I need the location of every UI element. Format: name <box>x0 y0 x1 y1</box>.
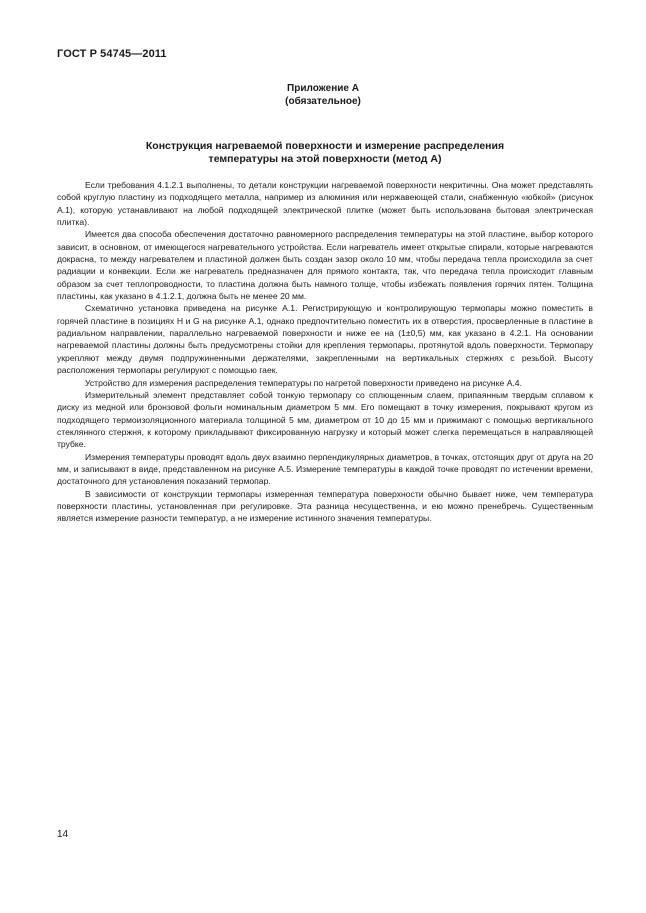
appendix-title: Приложение А <box>287 83 359 94</box>
section-title-line-2: температуры на этой поверхности (метод А) <box>208 153 442 165</box>
paragraph: Схематично установка приведена на рисунке А.1. Регистрирующую и контролирующую термопары можно поместить в горячей пластине в позициях H и G на рисунке А.1, однако предпочтительно поместить их в отверстия, просверленные в пластине в радиальном направлении, параллельно нагреваемой поверхности и ниже ее на (1±0,5) мм, как указано в 4.2.1. На основании нагреваемой пластины должны быть предусмотрены стойки для крепления термопары, протянутой вдоль поверхности. Термопару укрепляют между двумя подпружиненными держателями, закрепленными на вертикальных стержнях с резьбой. Высоту расположения термопары регулируют с помощью гаек. <box>57 303 593 376</box>
paragraph: Устройство для измерения распределения температуры по нагретой поверхности приведено на рисунке А.4. <box>85 377 522 388</box>
appendix-status: (обязательное) <box>285 96 361 107</box>
paragraph: Измерительный элемент представляет собой тонкую термопару со сплющенным слаем, припаянным твердым сплавом к диску из медной или бронзовой фольги номинальным диаметром 5 мм. Его помещают в точку измерения, покрывают кругом из подходящего термоизоляционного материала толщиной 5 мм, диаметром от 10 до 15 мм и прижимают с помощью вертикального стеклянного стержня, к которому прикладывают фиксированную нагрузку и который может слегка перемещаться в направляющей трубке. <box>57 389 593 450</box>
standard-id: ГОСТ Р 54745—2011 <box>57 48 167 60</box>
body-text <box>57 179 593 525</box>
paragraph: Имеется два способа обеспечения достаточно равномерного распределения температуры на этой пластине, выбор которого зависит, в основном, от имеющегося нагревательного устройства. Если нагреватель имеет открытые спирали, которые нагреваются докрасна, то между нагревателем и пластиной должен быть создан зазор около 10 мм, чтобы передача тепла происходила за счет радиации и конвекции. Если же нагреватель предназначен для прямого контакта, так, что передача тепла происходит главным образом за счет теплопроводности, то пластина должна быть намного толще, чтобы избежать появления горячих пятен. Толщина пластины, как указано в 4.1.2.1, должна быть не менее 20 мм. <box>57 229 593 302</box>
section-title-line-1: Конструкция нагреваемой поверхности и измерение распределения <box>145 140 505 152</box>
paragraph: Измерения температуры проводят вдоль двух взаимно перпендикулярных диаметров, в точках, отстоящих друг от друга на 20 мм, и записывают в виде, представленном на рисунке А.5. Измерение температуры в каждой точке проводят по истечении времени, достаточного для установления показаний термопар. <box>57 451 593 487</box>
page-number: 14 <box>57 829 69 840</box>
paragraph: В зависимости от конструкции термопары измеренная температура поверхности обычно бывает ниже, чем температура поверхности пластины, установленная при регулировке. Эта разница несущественна, и ею можно пренебречь. Существенным является измерение разности температур, а не измерение истинного значения температуры. <box>57 488 593 524</box>
section-title <box>80 140 570 166</box>
paragraph: Если требования 4.1.2.1 выполнены, то детали конструкции нагреваемой поверхности некритичны. Она может представлять собой круглую пластину из подходящего металла, например из алюминия или нержавеющей стали, снабженную «юбкой» (рисунок А.1), которую устанавливают на любой подходящей электрической плитке (может быть использована бытовая электрическая плитка). <box>57 180 593 228</box>
